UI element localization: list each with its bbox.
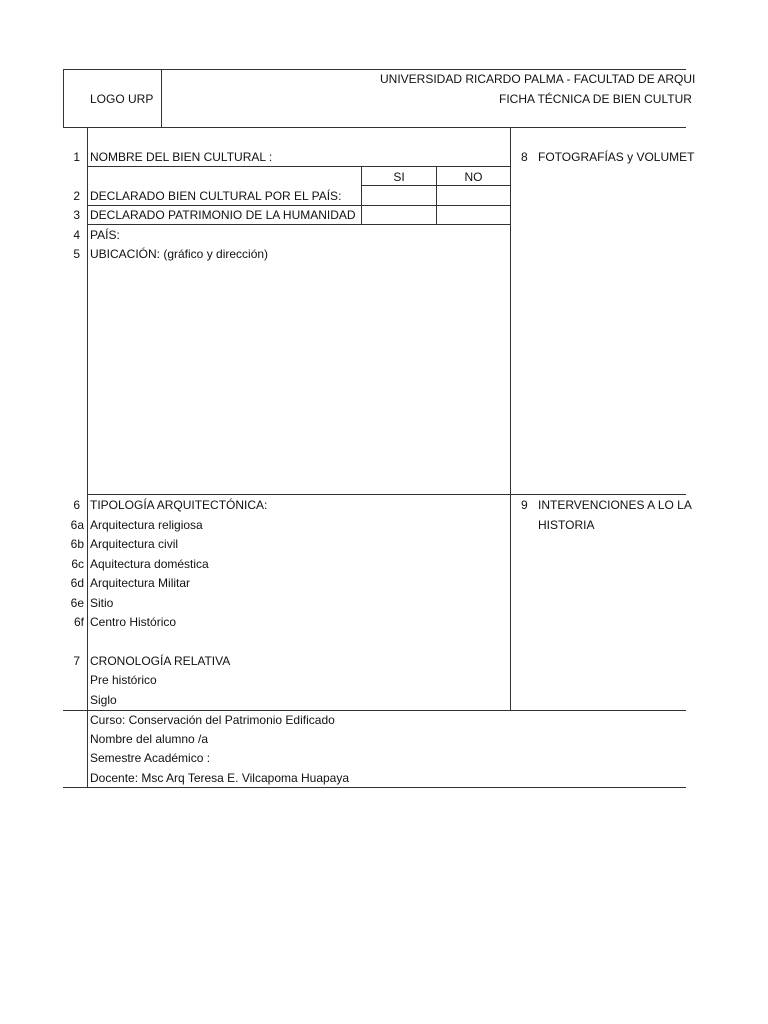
- footer-top-border: [63, 710, 686, 711]
- intervenciones-label-line2: HISTORIA: [538, 518, 595, 532]
- section-6-top-border: [87, 494, 686, 495]
- tipologia-title: TIPOLOGÍA ARQUITECTÓNICA:: [90, 498, 268, 512]
- course-label: Curso: Conservación del Patrimonio Edificado: [90, 713, 335, 727]
- row-number-6b: 6b: [70, 537, 84, 551]
- si-column-header: SI: [393, 170, 405, 184]
- row-number-6f: 6f: [73, 615, 84, 629]
- row-number-1: 1: [73, 150, 80, 164]
- tipologia-item: Arquitectura religiosa: [90, 518, 203, 532]
- logo-cell-border: [161, 69, 162, 127]
- nombre-bien-cultural-label: NOMBRE DEL BIEN CULTURAL :: [90, 150, 273, 164]
- number-column-border: [87, 127, 88, 787]
- tipologia-item: Aquitectura doméstica: [90, 557, 209, 571]
- right-section-border: [510, 127, 511, 710]
- tipologia-item: Arquitectura civil: [90, 537, 179, 551]
- declarado-patrimonio-label: DECLARADO PATRIMONIO DE LA HUMANIDAD: [90, 208, 356, 222]
- university-title: UNIVERSIDAD RICARDO PALMA - FACULTAD DE ARQUI: [380, 72, 696, 86]
- tipologia-item: Sitio: [90, 596, 114, 610]
- row-number-2: 2: [73, 189, 80, 203]
- bottom-border: [63, 787, 686, 788]
- student-name-label: Nombre del alumno /a: [90, 732, 209, 746]
- ficha-title: FICHA TÉCNICA DE BIEN CULTUR: [499, 92, 692, 106]
- logo-placeholder: LOGO URP: [90, 92, 154, 106]
- row2-bottom-border: [87, 205, 511, 206]
- row-number-4: 4: [73, 228, 80, 242]
- ubicacion-label: UBICACIÓN: (gráfico y dirección): [90, 247, 269, 261]
- pais-label: PAÍS:: [90, 228, 120, 242]
- row-number-6: 6: [73, 498, 80, 512]
- row3-bottom-border: [87, 224, 511, 225]
- row-number-6d: 6d: [70, 576, 84, 590]
- row-number-3: 3: [73, 208, 80, 222]
- cronologia-item: Pre histórico: [90, 673, 157, 687]
- top-border: [63, 69, 686, 70]
- declarado-pais-label: DECLARADO BIEN CULTURAL POR EL PAÍS:: [90, 189, 342, 203]
- cronologia-item: Siglo: [90, 693, 117, 707]
- fotografias-label: FOTOGRAFÍAS y VOLUMET: [538, 150, 695, 164]
- teacher-label: Docente: Msc Arq Teresa E. Vilcapoma Huapaya: [90, 771, 350, 785]
- intervenciones-label: INTERVENCIONES A LO LA: [538, 498, 692, 512]
- row-number-6c: 6c: [71, 557, 84, 571]
- no-column-header: NO: [464, 170, 483, 184]
- row1-bottom-border: [87, 166, 511, 167]
- section-9-number: 9: [521, 498, 528, 512]
- left-border: [63, 69, 64, 127]
- cronologia-title: CRONOLOGÍA RELATIVA: [90, 654, 231, 668]
- header-bottom-border: [63, 127, 686, 128]
- tipologia-item: Arquitectura Militar: [90, 576, 191, 590]
- row-number-5: 5: [73, 247, 80, 261]
- row-number-6a: 6a: [70, 518, 84, 532]
- row-number-6e: 6e: [70, 596, 84, 610]
- semester-label: Semestre Académico :: [90, 751, 211, 765]
- tipologia-item: Centro Histórico: [90, 615, 177, 629]
- section-8-number: 8: [521, 150, 528, 164]
- row-number-7: 7: [73, 654, 80, 668]
